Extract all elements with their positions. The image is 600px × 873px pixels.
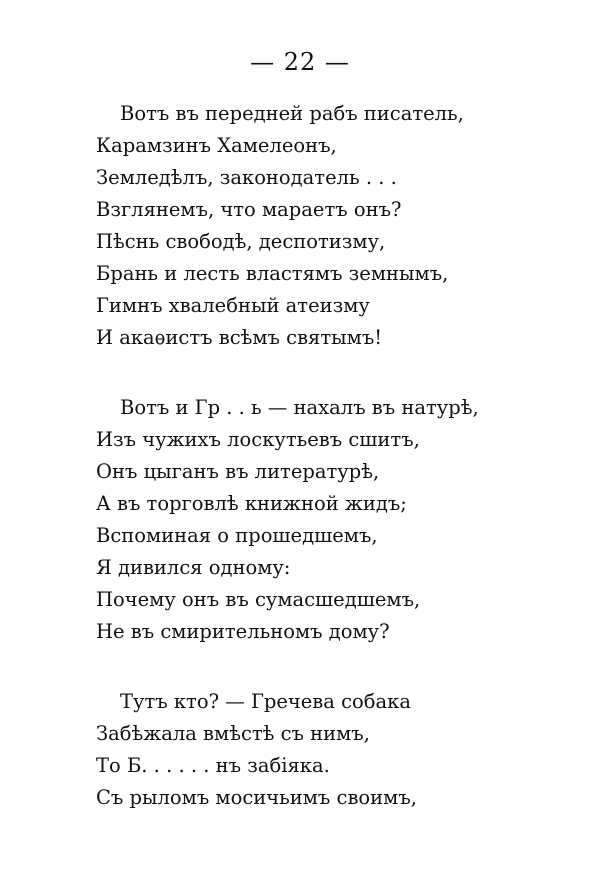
stanza-2: [96, 392, 526, 648]
poem-line: Карамзинъ Хамелеонъ,: [96, 134, 337, 157]
poem-line: Взглянемъ, что мараетъ онъ?: [96, 198, 402, 221]
poem-line: Изъ чужихъ лоскутьевъ сшитъ,: [96, 428, 420, 451]
poem-line: Вотъ въ передней рабъ писатель,: [120, 102, 464, 125]
poem-line: А въ торговлѣ книжной жидъ;: [96, 492, 407, 515]
poem: [96, 98, 526, 852]
poem-line: То Б. . . . . . нъ забіяка.: [96, 754, 330, 777]
poem-line: Пѣснь свободѣ, деспотизму,: [96, 230, 386, 253]
poem-line: И акаѳистъ всѣмъ святымъ!: [96, 326, 383, 349]
page-number: — 22 —: [250, 48, 350, 76]
poem-line: Почему онъ въ сумасшедшемъ,: [96, 588, 421, 611]
poem-line: Брань и лесть властямъ земнымъ,: [96, 262, 449, 285]
poem-line: Тутъ кто? — Гречева собака: [120, 690, 411, 713]
poem-line: Вотъ и Гр . . ь — нахалъ въ натурѣ,: [120, 396, 479, 419]
poem-line: Гимнъ хвалебный атеизму: [96, 294, 370, 317]
stanza-1: [96, 98, 526, 354]
poem-line: Вспоминая о прошедшемъ,: [96, 524, 378, 547]
poem-line: Земледѣлъ, законодатель . . .: [96, 166, 397, 189]
poem-line: Забѣжала вмѣстѣ съ нимъ,: [96, 722, 370, 745]
poem-line: Я дивился одному:: [96, 556, 291, 579]
poem-line: Онъ цыганъ въ литературѣ,: [96, 460, 380, 483]
poem-line: Съ рыломъ мосичьимъ своимъ,: [96, 786, 417, 809]
poem-line: Не въ смирительномъ дому?: [96, 620, 390, 643]
stanza-3: [96, 686, 526, 814]
